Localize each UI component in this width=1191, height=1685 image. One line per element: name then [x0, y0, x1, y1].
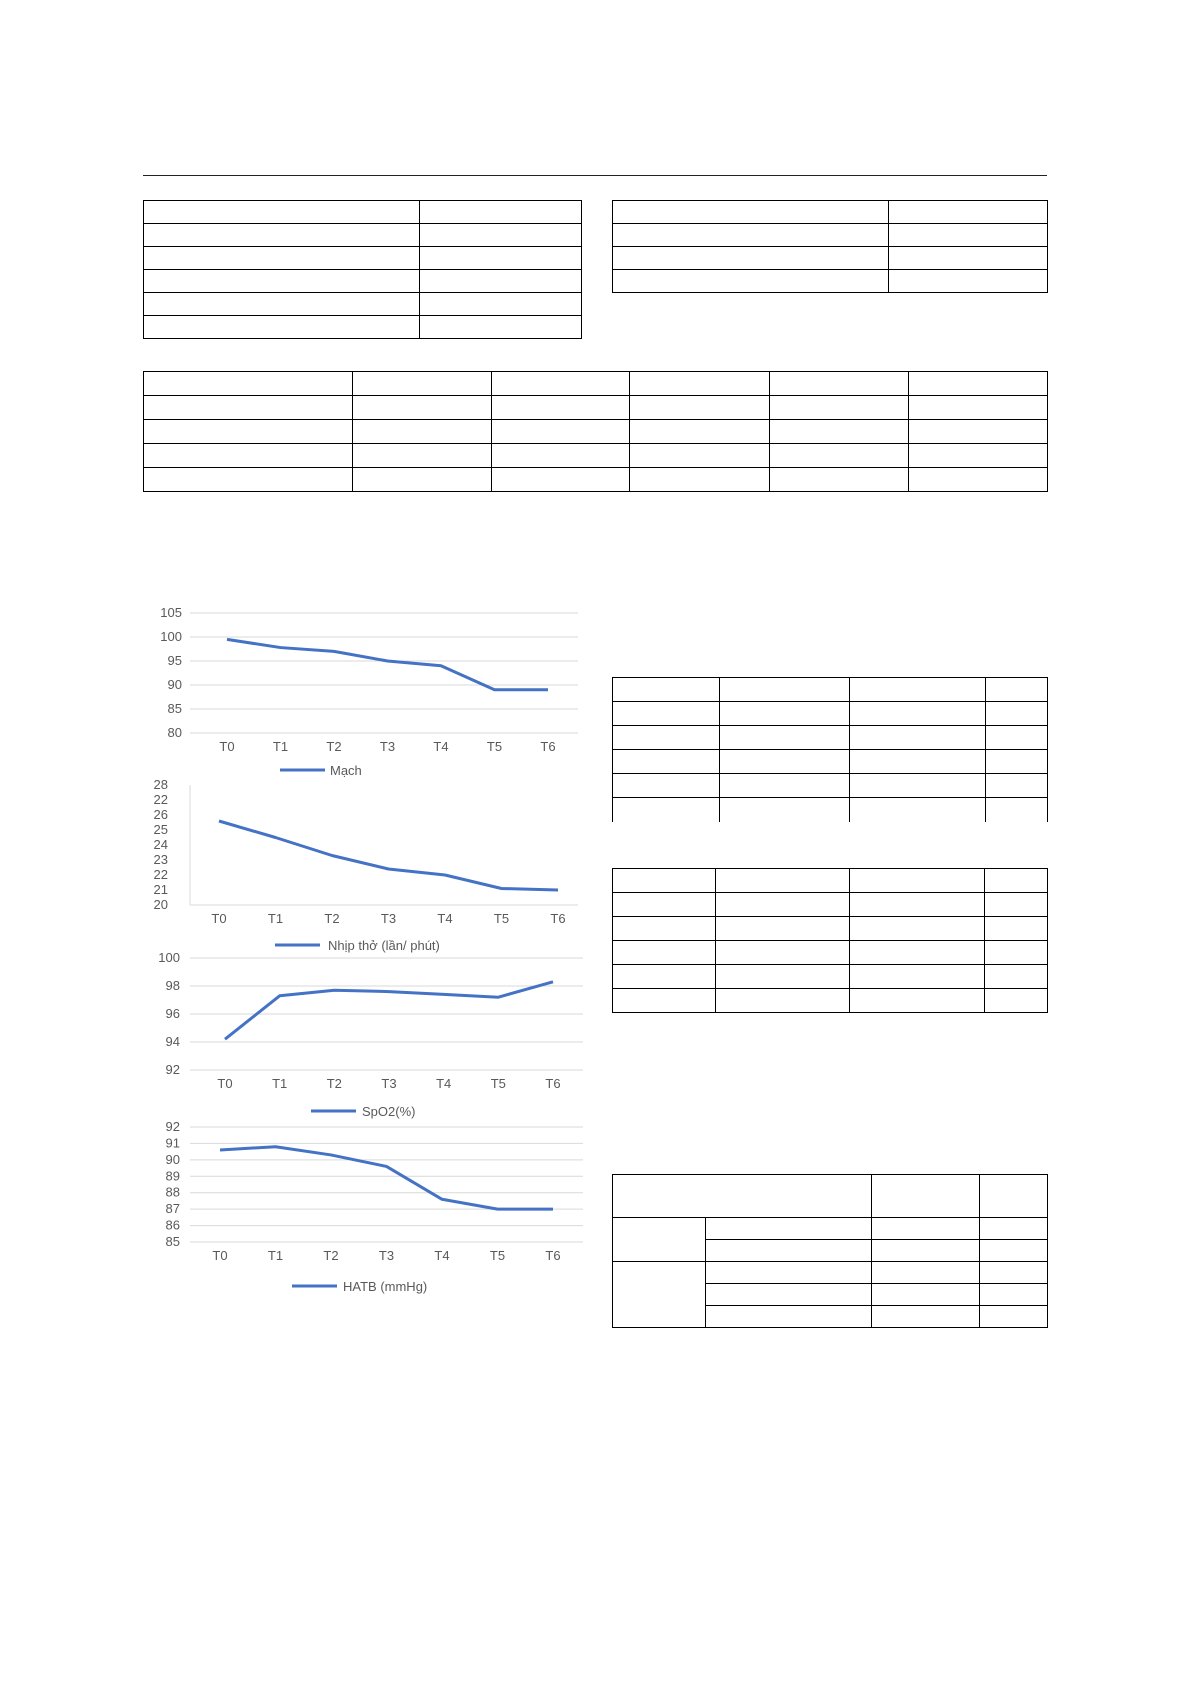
x-tick-label: T6 — [545, 1076, 561, 1091]
y-tick-label: 92 — [165, 1119, 180, 1134]
line-chart-1 — [160, 605, 578, 778]
x-tick-label: T5 — [489, 1248, 506, 1263]
x-tick-label: T3 — [380, 911, 397, 926]
y-tick-label: 88 — [165, 1184, 180, 1200]
y-tick-label: 22 — [153, 792, 168, 807]
series-line — [219, 821, 558, 890]
series-line — [220, 1147, 553, 1209]
x-tick-label: T0 — [217, 1076, 233, 1091]
x-tick-label: T0 — [212, 1248, 228, 1263]
series-line — [225, 982, 553, 1039]
y-tick-label: 100 — [160, 629, 182, 644]
y-tick-label: 98 — [165, 978, 180, 993]
x-tick-label: T4 — [433, 739, 449, 754]
y-tick-label: 90 — [167, 677, 182, 692]
x-tick-label: T6 — [545, 1248, 561, 1263]
y-tick-label: 96 — [165, 1006, 180, 1021]
legend-label: HATB (mmHg) — [343, 1279, 428, 1294]
x-tick-label: T0 — [219, 739, 235, 754]
y-tick-label: 92 — [165, 1062, 180, 1077]
x-tick-label: T2 — [326, 1076, 342, 1091]
x-tick-label: T1 — [267, 1248, 284, 1263]
legend-label: Mạch — [330, 763, 362, 778]
y-tick-label: 22 — [153, 867, 168, 882]
y-tick-label: 87 — [165, 1201, 180, 1217]
y-tick-label: 90 — [165, 1151, 180, 1167]
x-tick-label: T3 — [379, 739, 396, 754]
x-tick-label: T5 — [493, 911, 510, 926]
x-tick-label: T1 — [272, 1076, 288, 1091]
y-tick-label: 80 — [167, 725, 182, 740]
y-tick-label: 21 — [153, 882, 168, 897]
x-tick-label: T1 — [272, 739, 289, 754]
x-tick-label: T2 — [326, 739, 342, 754]
y-tick-label: 100 — [158, 950, 180, 965]
legend-label: Nhịp thở (lần/ phút) — [328, 938, 440, 953]
y-tick-label: 85 — [167, 701, 182, 716]
y-tick-label: 91 — [165, 1135, 180, 1151]
x-tick-label: T5 — [486, 739, 503, 754]
y-tick-label: 94 — [165, 1034, 180, 1049]
y-tick-label: 25 — [153, 822, 168, 837]
x-tick-label: T0 — [211, 911, 227, 926]
x-tick-label: T3 — [378, 1248, 395, 1263]
y-tick-label: 89 — [165, 1168, 180, 1184]
y-tick-label: 24 — [153, 837, 168, 852]
y-tick-label: 105 — [160, 605, 182, 620]
y-tick-label: 26 — [153, 807, 168, 822]
line-chart-3 — [158, 950, 583, 1119]
x-tick-label: T4 — [437, 911, 453, 926]
y-tick-label: 20 — [153, 897, 168, 912]
series-line — [227, 639, 548, 689]
x-tick-label: T6 — [540, 739, 556, 754]
x-tick-label: T5 — [490, 1076, 506, 1091]
line-chart-2 — [154, 777, 578, 953]
y-tick-label: 85 — [165, 1234, 180, 1249]
y-tick-label: 28 — [153, 777, 168, 792]
legend-label: SpO2(%) — [362, 1104, 416, 1119]
x-tick-label: T3 — [381, 1076, 397, 1091]
x-tick-label: T4 — [434, 1248, 450, 1263]
y-tick-label: 23 — [153, 852, 168, 867]
x-tick-label: T6 — [550, 911, 566, 926]
x-tick-label: T4 — [436, 1076, 452, 1091]
x-tick-label: T1 — [267, 911, 284, 926]
y-tick-label: 95 — [167, 653, 182, 668]
line-chart-4 — [166, 1119, 583, 1294]
x-tick-label: T2 — [324, 911, 340, 926]
x-tick-label: T2 — [323, 1248, 339, 1263]
y-tick-label: 86 — [165, 1217, 180, 1233]
